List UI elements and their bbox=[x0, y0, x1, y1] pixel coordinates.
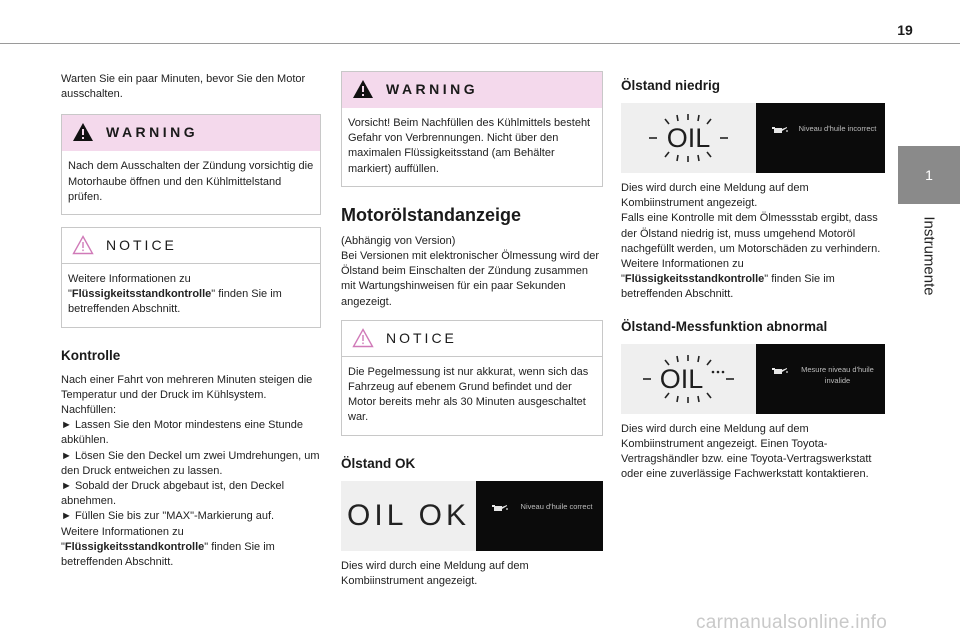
section-heading-oil-low: Ölstand niedrig bbox=[621, 78, 721, 93]
warning-box bbox=[61, 114, 321, 215]
kontrolle-step-4: ► Füllen Sie bis zur "MAX"-Markierung auf. bbox=[61, 510, 275, 523]
oil-ok-caption: Dies wird durch eine Meldung auf dem Kombiinstrument angezeigt. bbox=[341, 559, 529, 587]
oil-low-display bbox=[621, 103, 885, 173]
notice-box bbox=[61, 227, 321, 328]
column-left bbox=[61, 72, 321, 570]
oil-fault-text: Dies wird durch eine Meldung auf dem Kombiinstrument angezeigt. Einen Toyota-Vertragshändler bzw. eine Toyota-Vertragswerkstatt oder eine zuverlässige Fachwerkstatt kontaktieren. bbox=[621, 422, 872, 481]
warning-header-2 bbox=[342, 72, 602, 108]
notice-header-2 bbox=[342, 321, 602, 357]
warning-triangle-icon bbox=[352, 79, 374, 99]
oil-fault-display bbox=[621, 344, 885, 414]
kontrolle-step-3: ► Sobald der Druck abgebaut ist, den Deckel abnehmen. bbox=[61, 480, 285, 508]
warning-label-2: WARNING bbox=[386, 81, 479, 97]
warning-header bbox=[62, 115, 320, 151]
watermark: carmanualsonline.info bbox=[696, 612, 888, 633]
notice-triangle-icon bbox=[72, 235, 94, 255]
kontrolle-step-1: ► Lassen Sie den Motor mindestens eine Stunde abkühlen. bbox=[61, 419, 304, 447]
oil-indicator-text: Bei Versionen mit elektronischer Ölmessung wird der Ölstand beim Einschalten der Zündung zusammen mit Wartungshinweisen für ein paar Sekunden angezeigt. bbox=[341, 250, 600, 308]
oil-low-display-text: OIL bbox=[666, 123, 711, 153]
oil-ok-display-right bbox=[476, 481, 603, 551]
oil-ok-message: Niveau d'huile correct bbox=[520, 501, 593, 511]
section-heading-oil-indicator: Motorölstandanzeige bbox=[341, 204, 522, 225]
warning-label: WARNING bbox=[106, 124, 199, 141]
oil-low-more-info: Weitere Informationen zu "Flüssigkeitsstandkontrolle" finden Sie im betreffenden Abschnitt. bbox=[621, 258, 835, 301]
page-number: 19 bbox=[897, 22, 913, 38]
column-right bbox=[621, 78, 885, 482]
chapter-title-text: Instrumente bbox=[920, 216, 938, 296]
header-rule bbox=[0, 43, 960, 44]
chapter-title bbox=[898, 206, 960, 306]
oil-low-message: Niveau d'huile incorrect bbox=[798, 124, 877, 133]
notice-text: Weitere Informationen zu "Flüssigkeitsstandkontrolle" finden Sie im betreffenden Abschnitt. bbox=[68, 273, 282, 316]
intro-text: Warten Sie ein paar Minuten, bevor Sie den Motor ausschalten. bbox=[61, 73, 306, 101]
section-heading-kontrolle: Kontrolle bbox=[61, 347, 121, 363]
oil-low-display-right bbox=[756, 103, 885, 173]
warning-box-2 bbox=[341, 71, 603, 187]
oil-fault-display-left bbox=[621, 344, 756, 414]
chapter-tab[interactable]: 1 bbox=[898, 146, 960, 204]
oil-fault-message: Mesure niveau d'huile invalide bbox=[801, 364, 874, 385]
oil-low-display-left bbox=[621, 103, 756, 173]
warning-text-2: Vorsicht! Beim Nachfüllen des Kühlmittels besteht Gefahr von Verbrennungen. Nicht über den maximalen Flüssigkeitsstand (am Behälter markiert) auffüllen. bbox=[348, 117, 591, 175]
kontrolle-step-2: ► Lösen Sie den Deckel um zwei Umdrehungen, um den Druck entweichen zu lassen. bbox=[61, 449, 320, 477]
oil-fault-display-right bbox=[756, 344, 885, 414]
notice-label-2: NOTICE bbox=[386, 329, 457, 346]
notice-box-2 bbox=[341, 320, 603, 436]
oil-ok-display bbox=[341, 481, 603, 551]
oil-fault-display-text: OIL bbox=[659, 363, 704, 394]
oil-can-icon bbox=[772, 366, 788, 376]
notice-triangle-icon bbox=[352, 328, 374, 348]
kontrolle-refill-label: Nachfüllen: bbox=[61, 404, 117, 417]
notice-label: NOTICE bbox=[106, 237, 177, 254]
kontrolle-text: Nach einer Fahrt von mehreren Minuten steigen die Temperatur und der Druck im Kühlsystem. bbox=[61, 373, 313, 401]
oil-low-text: Falls eine Kontrolle mit dem Ölmessstab ergibt, dass der Ölstand niedrig ist, muss umgehend Motoröl nachgefüllt werden, um Motorschäden zu verhindern. bbox=[621, 212, 881, 255]
kontrolle-more-info: Weitere Informationen zu "Flüssigkeitsstandkontrolle" finden Sie im betreffenden Abschnitt. bbox=[61, 525, 275, 569]
version-note: (Abhängig von Version) bbox=[341, 234, 456, 247]
oil-ok-display-left bbox=[341, 481, 476, 551]
column-middle bbox=[341, 63, 603, 589]
notice-header bbox=[62, 228, 320, 264]
oil-can-icon bbox=[492, 503, 508, 513]
oil-ok-display-text: OIL OK bbox=[347, 498, 470, 532]
warning-triangle-icon bbox=[72, 122, 94, 142]
notice-text-2: Die Pegelmessung ist nur akkurat, wenn sich das Fahrzeug auf ebenem Grund befindet und der Motor bereits mehr als 30 Minuten ausgeschaltet war. bbox=[348, 365, 589, 424]
oil-can-icon bbox=[772, 125, 788, 135]
section-heading-oil-fault: Ölstand-Messfunktion abnormal bbox=[621, 318, 828, 334]
warning-text: Nach dem Ausschalten der Zündung vorsichtig die Motorhaube öffnen und den Kühlmittelstand prüfen. bbox=[68, 160, 314, 203]
oil-low-caption: Dies wird durch eine Meldung auf dem Kombiinstrument angezeigt. bbox=[621, 182, 809, 210]
section-heading-oil-ok: Ölstand OK bbox=[341, 455, 416, 471]
